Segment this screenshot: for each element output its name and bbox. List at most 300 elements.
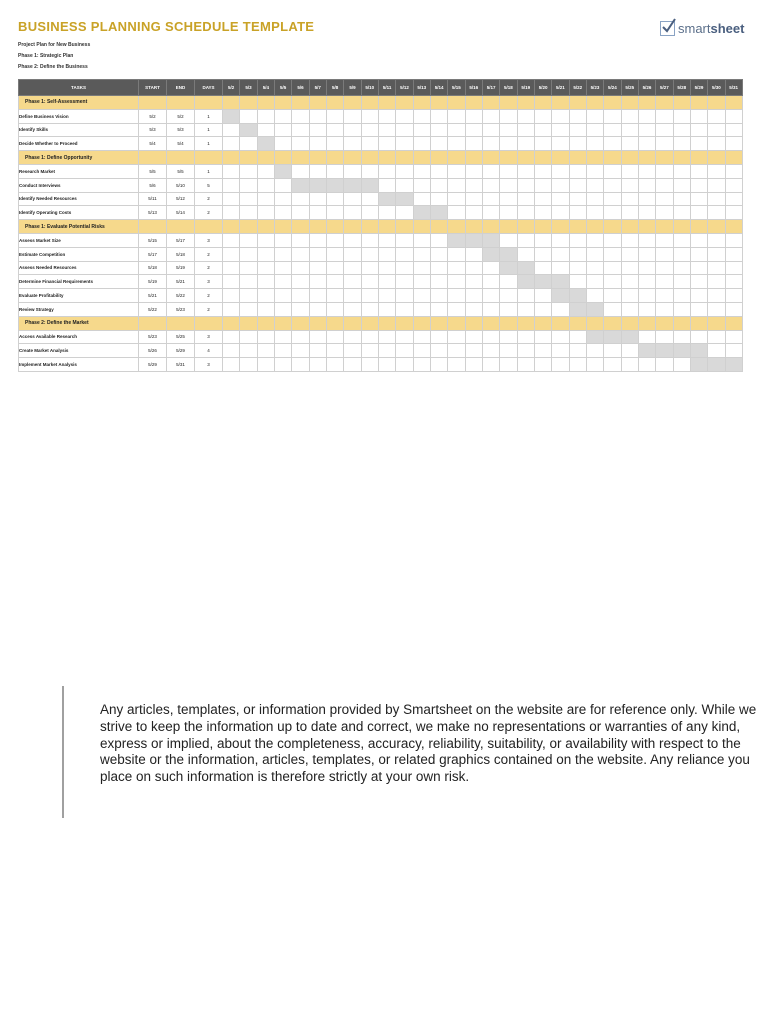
day-cell xyxy=(517,358,534,372)
day-cell xyxy=(361,261,378,275)
task-start: 5/23 xyxy=(139,330,167,344)
task-name: Conduct Interviews xyxy=(19,178,139,192)
day-cell xyxy=(361,289,378,303)
day-cell xyxy=(274,233,291,247)
day-header: 5/24 xyxy=(604,80,621,96)
day-cell xyxy=(274,330,291,344)
phase-cell xyxy=(167,220,195,234)
phase-cell xyxy=(396,96,413,110)
header-start: START xyxy=(139,80,167,96)
day-cell xyxy=(309,164,326,178)
day-cell xyxy=(274,302,291,316)
day-cell xyxy=(708,261,725,275)
gantt-bar-cell xyxy=(448,233,465,247)
day-cell xyxy=(274,247,291,261)
day-cell xyxy=(292,302,309,316)
day-cell xyxy=(396,261,413,275)
day-cell xyxy=(621,358,638,372)
day-cell xyxy=(396,289,413,303)
phase-cell xyxy=(309,316,326,330)
day-cell xyxy=(378,247,395,261)
subtitle-phase-2: Phase 2: Define the Business xyxy=(18,64,88,70)
day-cell xyxy=(569,358,586,372)
phase-cell xyxy=(482,151,499,165)
task-name: Identify Skills xyxy=(19,123,139,137)
day-cell xyxy=(656,358,673,372)
day-cell xyxy=(500,109,517,123)
phase-cell xyxy=(292,151,309,165)
day-cell xyxy=(292,358,309,372)
day-cell xyxy=(309,109,326,123)
task-name: Assess Market Size xyxy=(19,233,139,247)
day-cell xyxy=(344,123,361,137)
day-cell xyxy=(586,275,603,289)
phase-cell xyxy=(534,151,551,165)
day-cell xyxy=(482,344,499,358)
day-cell xyxy=(240,330,257,344)
phase-cell xyxy=(223,96,240,110)
day-cell xyxy=(725,261,742,275)
day-cell xyxy=(638,261,655,275)
day-cell xyxy=(361,302,378,316)
day-cell xyxy=(413,358,430,372)
day-header: 5/21 xyxy=(552,80,569,96)
day-cell xyxy=(361,233,378,247)
day-cell xyxy=(517,302,534,316)
day-cell xyxy=(292,137,309,151)
day-cell xyxy=(500,302,517,316)
day-cell xyxy=(673,164,690,178)
phase-cell xyxy=(139,316,167,330)
day-cell xyxy=(673,109,690,123)
day-cell xyxy=(292,109,309,123)
gantt-bar-cell xyxy=(482,247,499,261)
task-row xyxy=(19,289,743,303)
gantt-bar-cell xyxy=(708,358,725,372)
phase-cell xyxy=(396,151,413,165)
day-cell xyxy=(569,330,586,344)
day-cell xyxy=(656,164,673,178)
day-cell xyxy=(604,192,621,206)
task-name: Determine Financial Requirements xyxy=(19,275,139,289)
day-cell xyxy=(638,358,655,372)
phase-cell xyxy=(448,220,465,234)
day-cell xyxy=(257,302,274,316)
day-cell xyxy=(604,164,621,178)
day-header: 5/28 xyxy=(673,80,690,96)
day-cell xyxy=(465,302,482,316)
day-cell xyxy=(396,302,413,316)
day-cell xyxy=(604,233,621,247)
day-cell xyxy=(569,275,586,289)
day-cell xyxy=(430,109,447,123)
day-cell xyxy=(725,302,742,316)
day-cell xyxy=(586,247,603,261)
day-cell xyxy=(690,137,707,151)
task-row xyxy=(19,137,743,151)
gantt-bar-cell xyxy=(690,344,707,358)
day-cell xyxy=(656,330,673,344)
day-cell xyxy=(240,109,257,123)
day-cell xyxy=(708,289,725,303)
phase-cell xyxy=(430,96,447,110)
phase-cell xyxy=(223,151,240,165)
task-start: 5/4 xyxy=(139,137,167,151)
day-cell xyxy=(534,192,551,206)
phase-cell xyxy=(656,151,673,165)
day-cell xyxy=(500,206,517,220)
day-cell xyxy=(257,358,274,372)
day-cell xyxy=(240,178,257,192)
day-cell xyxy=(690,289,707,303)
day-cell xyxy=(240,275,257,289)
day-cell xyxy=(223,247,240,261)
day-cell xyxy=(309,358,326,372)
day-cell xyxy=(413,330,430,344)
day-cell xyxy=(326,358,343,372)
day-header: 5/11 xyxy=(378,80,395,96)
task-row xyxy=(19,261,743,275)
task-start: 5/11 xyxy=(139,192,167,206)
day-cell xyxy=(708,123,725,137)
day-cell xyxy=(534,358,551,372)
task-row xyxy=(19,233,743,247)
day-header: 5/5 xyxy=(274,80,291,96)
day-header: 5/2 xyxy=(223,80,240,96)
day-cell xyxy=(257,261,274,275)
day-cell xyxy=(448,164,465,178)
task-end: 5/22 xyxy=(167,289,195,303)
day-cell xyxy=(534,109,551,123)
day-cell xyxy=(517,233,534,247)
day-cell xyxy=(656,233,673,247)
day-cell xyxy=(326,289,343,303)
day-cell xyxy=(708,247,725,261)
day-cell xyxy=(604,344,621,358)
day-cell xyxy=(673,233,690,247)
day-cell xyxy=(413,192,430,206)
day-cell xyxy=(378,330,395,344)
day-header: 5/23 xyxy=(586,80,603,96)
day-cell xyxy=(326,330,343,344)
day-cell xyxy=(638,330,655,344)
day-cell xyxy=(326,206,343,220)
day-cell xyxy=(309,330,326,344)
day-cell xyxy=(361,164,378,178)
phase-cell xyxy=(638,96,655,110)
gantt-bar-cell xyxy=(500,247,517,261)
day-cell xyxy=(673,261,690,275)
day-cell xyxy=(690,192,707,206)
day-cell xyxy=(586,206,603,220)
day-cell xyxy=(725,206,742,220)
phase-cell xyxy=(240,316,257,330)
gantt-bar-cell xyxy=(621,330,638,344)
phase-cell xyxy=(708,96,725,110)
day-cell xyxy=(517,164,534,178)
day-cell xyxy=(586,233,603,247)
day-cell xyxy=(500,233,517,247)
gantt-bar-cell xyxy=(482,233,499,247)
task-days: 2 xyxy=(195,289,223,303)
day-cell xyxy=(223,178,240,192)
day-cell xyxy=(621,206,638,220)
day-header: 5/9 xyxy=(344,80,361,96)
day-cell xyxy=(690,275,707,289)
day-cell xyxy=(517,206,534,220)
task-row xyxy=(19,275,743,289)
day-cell xyxy=(430,289,447,303)
day-cell xyxy=(725,289,742,303)
task-days: 2 xyxy=(195,206,223,220)
phase-cell xyxy=(569,151,586,165)
phase-cell xyxy=(621,96,638,110)
day-cell xyxy=(552,302,569,316)
day-cell xyxy=(725,123,742,137)
day-cell xyxy=(482,275,499,289)
day-cell xyxy=(274,178,291,192)
day-header: 5/3 xyxy=(240,80,257,96)
phase-cell xyxy=(638,151,655,165)
phase-cell xyxy=(517,220,534,234)
day-cell xyxy=(517,330,534,344)
day-cell xyxy=(708,137,725,151)
day-cell xyxy=(257,192,274,206)
day-cell xyxy=(396,344,413,358)
day-cell xyxy=(465,137,482,151)
day-cell xyxy=(361,137,378,151)
day-cell xyxy=(656,206,673,220)
gantt-bar-cell xyxy=(552,275,569,289)
subtitle-phase-1: Phase 1: Strategic Plan xyxy=(18,53,74,59)
day-header: 5/17 xyxy=(482,80,499,96)
day-cell xyxy=(500,192,517,206)
day-cell xyxy=(656,123,673,137)
day-cell xyxy=(552,164,569,178)
day-cell xyxy=(725,178,742,192)
day-cell xyxy=(517,289,534,303)
phase-cell xyxy=(378,96,395,110)
day-cell xyxy=(673,123,690,137)
phase-cell xyxy=(139,220,167,234)
phase-cell xyxy=(500,151,517,165)
phase-cell xyxy=(517,151,534,165)
task-days: 5 xyxy=(195,178,223,192)
day-cell xyxy=(274,289,291,303)
header-days: DAYS xyxy=(195,80,223,96)
phase-cell xyxy=(257,316,274,330)
day-cell xyxy=(396,123,413,137)
day-cell xyxy=(517,109,534,123)
day-cell xyxy=(274,206,291,220)
phase-cell xyxy=(361,96,378,110)
day-cell xyxy=(326,109,343,123)
day-cell xyxy=(708,233,725,247)
day-cell xyxy=(396,137,413,151)
day-cell xyxy=(448,261,465,275)
subtitle-project-plan: Project Plan for New Business xyxy=(18,42,91,48)
day-cell xyxy=(534,261,551,275)
day-cell xyxy=(500,178,517,192)
day-header: 5/13 xyxy=(413,80,430,96)
gantt-bar-cell xyxy=(223,109,240,123)
phase-cell xyxy=(223,220,240,234)
day-cell xyxy=(465,358,482,372)
day-cell xyxy=(482,330,499,344)
day-cell xyxy=(309,206,326,220)
day-cell xyxy=(430,275,447,289)
phase-cell xyxy=(413,220,430,234)
day-cell xyxy=(413,123,430,137)
day-cell xyxy=(465,344,482,358)
day-cell xyxy=(708,344,725,358)
day-cell xyxy=(344,302,361,316)
task-row xyxy=(19,178,743,192)
day-cell xyxy=(292,330,309,344)
phase-cell xyxy=(448,316,465,330)
day-cell xyxy=(708,330,725,344)
day-cell xyxy=(344,330,361,344)
gantt-bar-cell xyxy=(361,178,378,192)
day-cell xyxy=(465,247,482,261)
phase-cell xyxy=(344,96,361,110)
day-cell xyxy=(292,344,309,358)
day-cell xyxy=(656,109,673,123)
day-cell xyxy=(309,344,326,358)
day-cell xyxy=(326,344,343,358)
phase-row xyxy=(19,316,743,330)
task-end: 5/4 xyxy=(167,137,195,151)
phase-cell xyxy=(292,220,309,234)
phase-cell xyxy=(195,316,223,330)
day-header: 5/10 xyxy=(361,80,378,96)
day-cell xyxy=(396,330,413,344)
day-header: 5/14 xyxy=(430,80,447,96)
phase-cell xyxy=(167,316,195,330)
day-cell xyxy=(292,206,309,220)
day-cell xyxy=(690,123,707,137)
day-cell xyxy=(552,137,569,151)
gantt-bar-cell xyxy=(465,233,482,247)
task-row xyxy=(19,247,743,261)
day-cell xyxy=(223,137,240,151)
day-cell xyxy=(240,344,257,358)
day-header: 5/30 xyxy=(708,80,725,96)
day-cell xyxy=(448,275,465,289)
day-cell xyxy=(725,344,742,358)
day-cell xyxy=(708,178,725,192)
day-cell xyxy=(638,206,655,220)
gantt-bar-cell xyxy=(604,330,621,344)
day-cell xyxy=(344,344,361,358)
day-cell xyxy=(482,302,499,316)
task-days: 2 xyxy=(195,247,223,261)
day-cell xyxy=(569,123,586,137)
day-cell xyxy=(223,302,240,316)
day-cell xyxy=(621,344,638,358)
phase-cell xyxy=(708,151,725,165)
day-header: 5/25 xyxy=(621,80,638,96)
gantt-bar-cell xyxy=(274,164,291,178)
phase-cell xyxy=(465,220,482,234)
day-cell xyxy=(309,233,326,247)
phase-cell xyxy=(604,316,621,330)
day-cell xyxy=(292,261,309,275)
phase-cell xyxy=(257,220,274,234)
task-row xyxy=(19,358,743,372)
day-cell xyxy=(326,137,343,151)
phase-cell xyxy=(725,151,742,165)
phase-cell xyxy=(552,96,569,110)
day-cell xyxy=(344,233,361,247)
gantt-bar-cell xyxy=(413,206,430,220)
phase-cell xyxy=(361,151,378,165)
day-cell xyxy=(482,178,499,192)
day-cell xyxy=(708,164,725,178)
day-cell xyxy=(309,192,326,206)
task-start: 5/13 xyxy=(139,206,167,220)
day-cell xyxy=(465,123,482,137)
phase-cell xyxy=(586,220,603,234)
phase-cell xyxy=(240,151,257,165)
day-cell xyxy=(465,330,482,344)
day-cell xyxy=(378,206,395,220)
day-cell xyxy=(465,192,482,206)
day-cell xyxy=(326,275,343,289)
task-end: 5/18 xyxy=(167,247,195,261)
day-cell xyxy=(378,289,395,303)
phase-cell xyxy=(621,316,638,330)
phase-cell xyxy=(638,220,655,234)
phase-row xyxy=(19,151,743,165)
day-cell xyxy=(223,330,240,344)
phase-cell xyxy=(292,316,309,330)
day-cell xyxy=(292,275,309,289)
day-cell xyxy=(638,178,655,192)
gantt-table xyxy=(18,79,743,372)
phase-cell xyxy=(240,220,257,234)
phase-cell xyxy=(413,316,430,330)
day-cell xyxy=(344,275,361,289)
phase-cell xyxy=(448,96,465,110)
day-cell xyxy=(378,302,395,316)
day-cell xyxy=(344,247,361,261)
day-cell xyxy=(638,247,655,261)
phase-cell xyxy=(413,96,430,110)
day-cell xyxy=(534,178,551,192)
day-cell xyxy=(500,137,517,151)
day-cell xyxy=(430,358,447,372)
gantt-bar-cell xyxy=(690,358,707,372)
gantt-bar-cell xyxy=(396,192,413,206)
day-header: 5/20 xyxy=(534,80,551,96)
day-cell xyxy=(690,206,707,220)
day-cell xyxy=(656,247,673,261)
day-cell xyxy=(309,302,326,316)
phase-cell xyxy=(586,316,603,330)
day-cell xyxy=(223,358,240,372)
task-start: 5/5 xyxy=(139,164,167,178)
day-cell xyxy=(257,164,274,178)
day-cell xyxy=(344,137,361,151)
day-cell xyxy=(690,164,707,178)
phase-cell xyxy=(274,96,291,110)
phase-cell xyxy=(569,220,586,234)
task-start: 5/21 xyxy=(139,289,167,303)
phase-cell xyxy=(344,316,361,330)
day-header: 5/26 xyxy=(638,80,655,96)
day-cell xyxy=(517,192,534,206)
